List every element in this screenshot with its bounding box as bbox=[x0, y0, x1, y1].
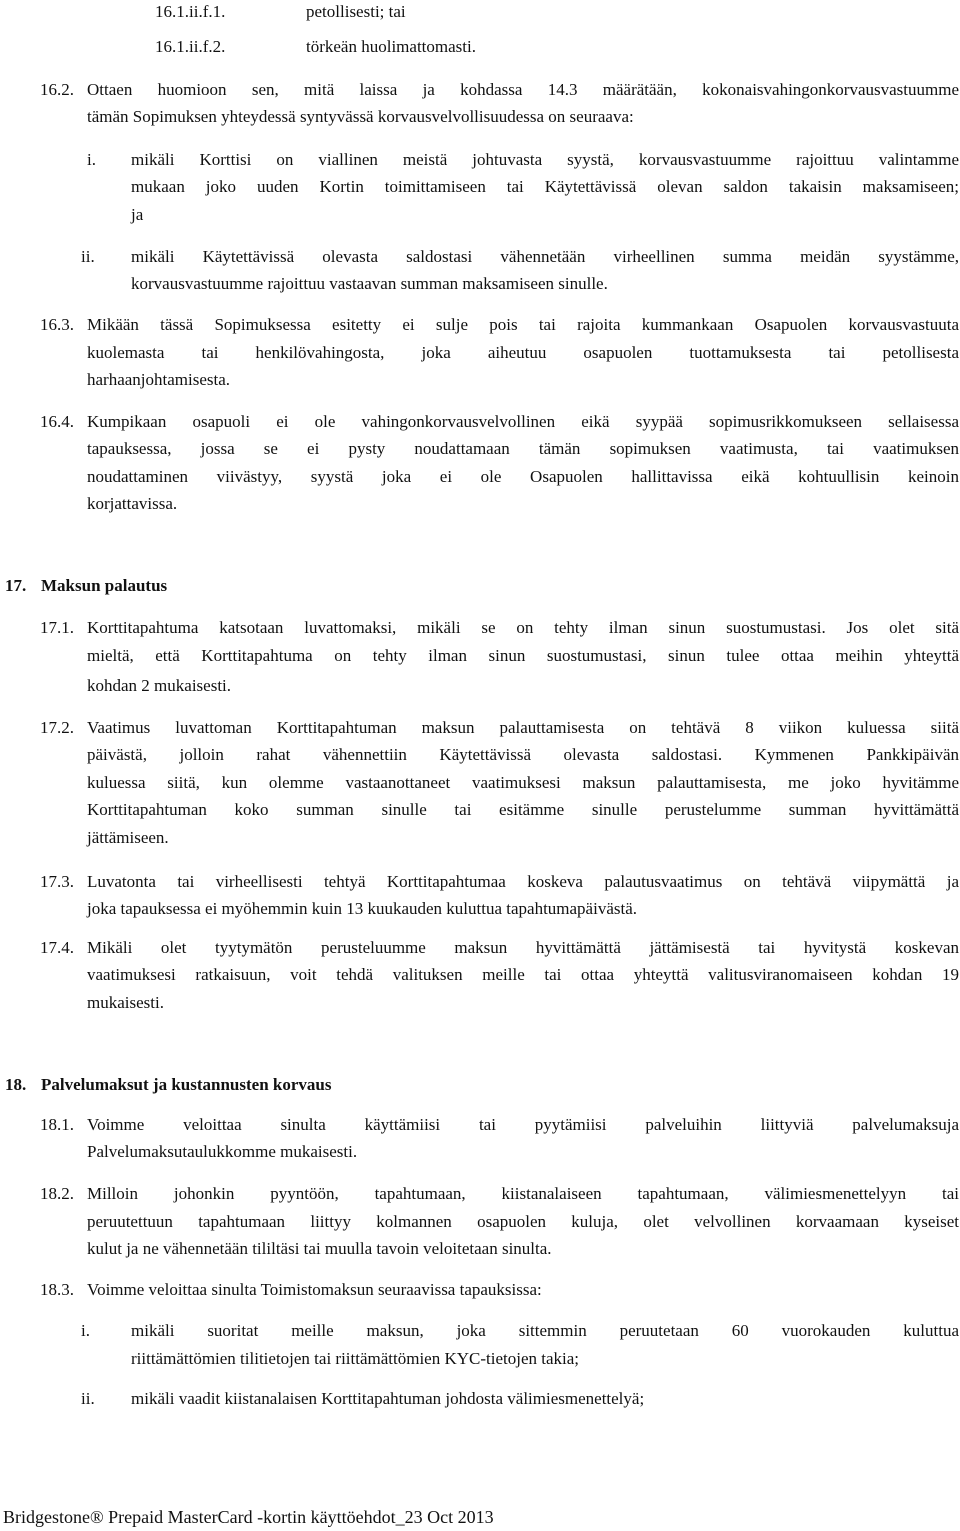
list-item-line: mikäli suoritat meille maksun, joka sittemmin peruutetaan 60 vuorokauden kuluttua bbox=[131, 1321, 959, 1340]
section-heading: Maksun palautus bbox=[41, 576, 168, 595]
list-item-num: ii. bbox=[81, 1389, 95, 1408]
clause-num: 16.4. bbox=[40, 412, 74, 431]
list-item-num: i. bbox=[81, 1321, 90, 1340]
clause-line: Ottaen huomioon sen, mitä laissa ja kohdassa 14.3 määrätään, kokonaisvahingonkorvausvastuumme bbox=[87, 80, 959, 99]
clause-line: kuluessa siitä, kun olemme vastaanottaneet vaatimuksesi maksun palauttamisesta, me joko hyvitämme bbox=[87, 773, 959, 792]
clause-line: Milloin johonkin pyyntöön, tapahtumaan, kiistanalaiseen tapahtumaan, välimiesmenettelyyn tai bbox=[87, 1184, 959, 1203]
clause-num: 18.2. bbox=[40, 1184, 74, 1203]
clause-num: 16.3. bbox=[40, 315, 74, 334]
clause-num: 16.1.ii.f.2. bbox=[155, 37, 226, 56]
clause-line: mieltä, että Korttitapahtuma on tehty ilman sinun suostumustasi, sinun tulee ottaa meihin yhteyttä bbox=[87, 646, 959, 665]
clause-line: tapauksessa, jossa se ei pysty noudattamaan tämän sopimuksen vaatimusta, tai vaatimuksen bbox=[87, 439, 959, 458]
list-item-line: ja bbox=[131, 205, 144, 224]
section-number: 18. bbox=[5, 1075, 27, 1094]
clause-line: kulut ja ne vähennetään tililtäsi tai muulla tavoin veloitetaan sinulta. bbox=[87, 1239, 552, 1258]
clause-line: joka tapauksessa ei myöhemmin kuin 13 kuukauden kuluttua tapahtumapäivästä. bbox=[87, 899, 638, 918]
clause-num: 17.4. bbox=[40, 938, 74, 957]
clause-line: harhaanjohtamisesta. bbox=[87, 370, 231, 389]
clause-line: Mikään tässä Sopimuksessa esitetty ei sulje pois tai rajoita kummankaan Osapuolen korvausvastuuta bbox=[87, 315, 959, 334]
clause-line: peruutettuun tapahtumaan liittyy kolmannen osapuolen kuluja, olet velvollinen korvaamaan kyseiset bbox=[87, 1212, 959, 1231]
clause-num: 18.3. bbox=[40, 1280, 74, 1299]
page-footer: Bridgestone® Prepaid MasterCard -kortin käyttöehdot_23 Oct 2013 bbox=[3, 1507, 494, 1527]
list-item-line: mikäli Käytettävissä olevasta saldostasi vähennetään virheellinen summa meidän syystämme, bbox=[131, 247, 959, 266]
clause-line: Kumpikaan osapuoli ei ole vahingonkorvausvelvollinen eikä syypää sopimusrikkomukseen sellaisessa bbox=[87, 412, 959, 431]
clause-num: 16.1.ii.f.1. bbox=[155, 2, 226, 21]
list-item-num: ii. bbox=[81, 247, 95, 266]
list-item-line: mikäli Korttisi on viallinen meistä johtuvasta syystä, korvausvastuumme rajoittuu valintamme bbox=[131, 150, 959, 169]
clause-num: 18.1. bbox=[40, 1115, 74, 1134]
clause-line: vaatimuksesi ratkaisuun, voit tehdä valituksen meille tai ottaa yhteyttä valitusviranomaiseen kohdan 19 bbox=[87, 965, 959, 984]
clause-num: 16.2. bbox=[40, 80, 74, 99]
clause-line: noudattaminen viivästyy, syystä joka ei ole Osapuolen hallittavissa eikä kohtuullisin keinoin bbox=[87, 467, 959, 486]
clause-num: 17.1. bbox=[40, 618, 74, 637]
clause-line: Luvatonta tai virheellisesti tehtyä Korttitapahtumaa koskeva palautusvaatimus on tehtävä viipymättä ja bbox=[87, 872, 959, 891]
clause-line: kuolemasta tai henkilövahingosta, joka aiheutuu osapuolen tuottamuksesta tai petollisesta bbox=[87, 343, 959, 362]
clause-line: korjattavissa. bbox=[87, 494, 178, 513]
clause-text: törkeän huolimattomasti. bbox=[306, 37, 476, 56]
section-heading: Palvelumaksut ja kustannusten korvaus bbox=[41, 1075, 332, 1094]
clause-line: Palvelumaksutaulukkomme mukaisesti. bbox=[87, 1142, 358, 1161]
list-item-line: korvausvastuumme rajoittuu vastaavan summan maksamiseen sinulle. bbox=[131, 274, 608, 293]
clause-line: kohdan 2 mukaisesti. bbox=[87, 676, 232, 695]
list-item-line: mikäli vaadit kiistanalaisen Korttitapahtuman johdosta välimiesmenettelyä; bbox=[131, 1389, 645, 1408]
list-item-num: i. bbox=[87, 150, 96, 169]
clause-line: Korttitapahtuma katsotaan luvattomaksi, mikäli se on tehty ilman sinun suostumustasi. Jos olet sitä bbox=[87, 618, 959, 637]
clause-line: mukaisesti. bbox=[87, 993, 164, 1012]
clause-line: Mikäli olet tyytymätön perusteluumme maksun hyvittämättä jättämisestä tai hyvitystä koskevan bbox=[87, 938, 959, 957]
clause-line: Voimme veloittaa sinulta Toimistomaksun seuraavissa tapauksissa: bbox=[87, 1280, 542, 1299]
clause-line: Vaatimus luvattoman Korttitapahtuman maksun palauttamisesta on tehtävä 8 viikon kuluessa siitä bbox=[87, 718, 959, 737]
clause-text: petollisesti; tai bbox=[306, 2, 406, 21]
clause-line: Korttitapahtuman koko summan sinulle tai esitämme sinulle perustelumme summan hyvittämättä bbox=[87, 800, 959, 819]
section-number: 17. bbox=[5, 576, 27, 595]
list-item-line: mukaan joko uuden Kortin toimittamiseen tai Käytettävissä olevan saldon takaisin maksamiseen; bbox=[131, 177, 959, 196]
clause-line: Voimme veloittaa sinulta käyttämiisi tai pyytämiisi palveluihin liittyviä palvelumaksuja bbox=[87, 1115, 959, 1134]
clause-num: 17.2. bbox=[40, 718, 74, 737]
clause-num: 17.3. bbox=[40, 872, 74, 891]
clause-line: tämän Sopimuksen yhteydessä syntyvässä korvausvelvollisuudessa on seuraava: bbox=[87, 107, 634, 126]
clause-line: jättämiseen. bbox=[87, 828, 169, 847]
list-item-line: riittämättömien tilitietojen tai riittämättömien KYC-tietojen takia; bbox=[131, 1349, 580, 1368]
clause-line: päivästä, jolloin rahat vähennettiin Käytettävissä olevasta saldostasi. Kymmenen Pankkipäivän bbox=[87, 745, 959, 764]
